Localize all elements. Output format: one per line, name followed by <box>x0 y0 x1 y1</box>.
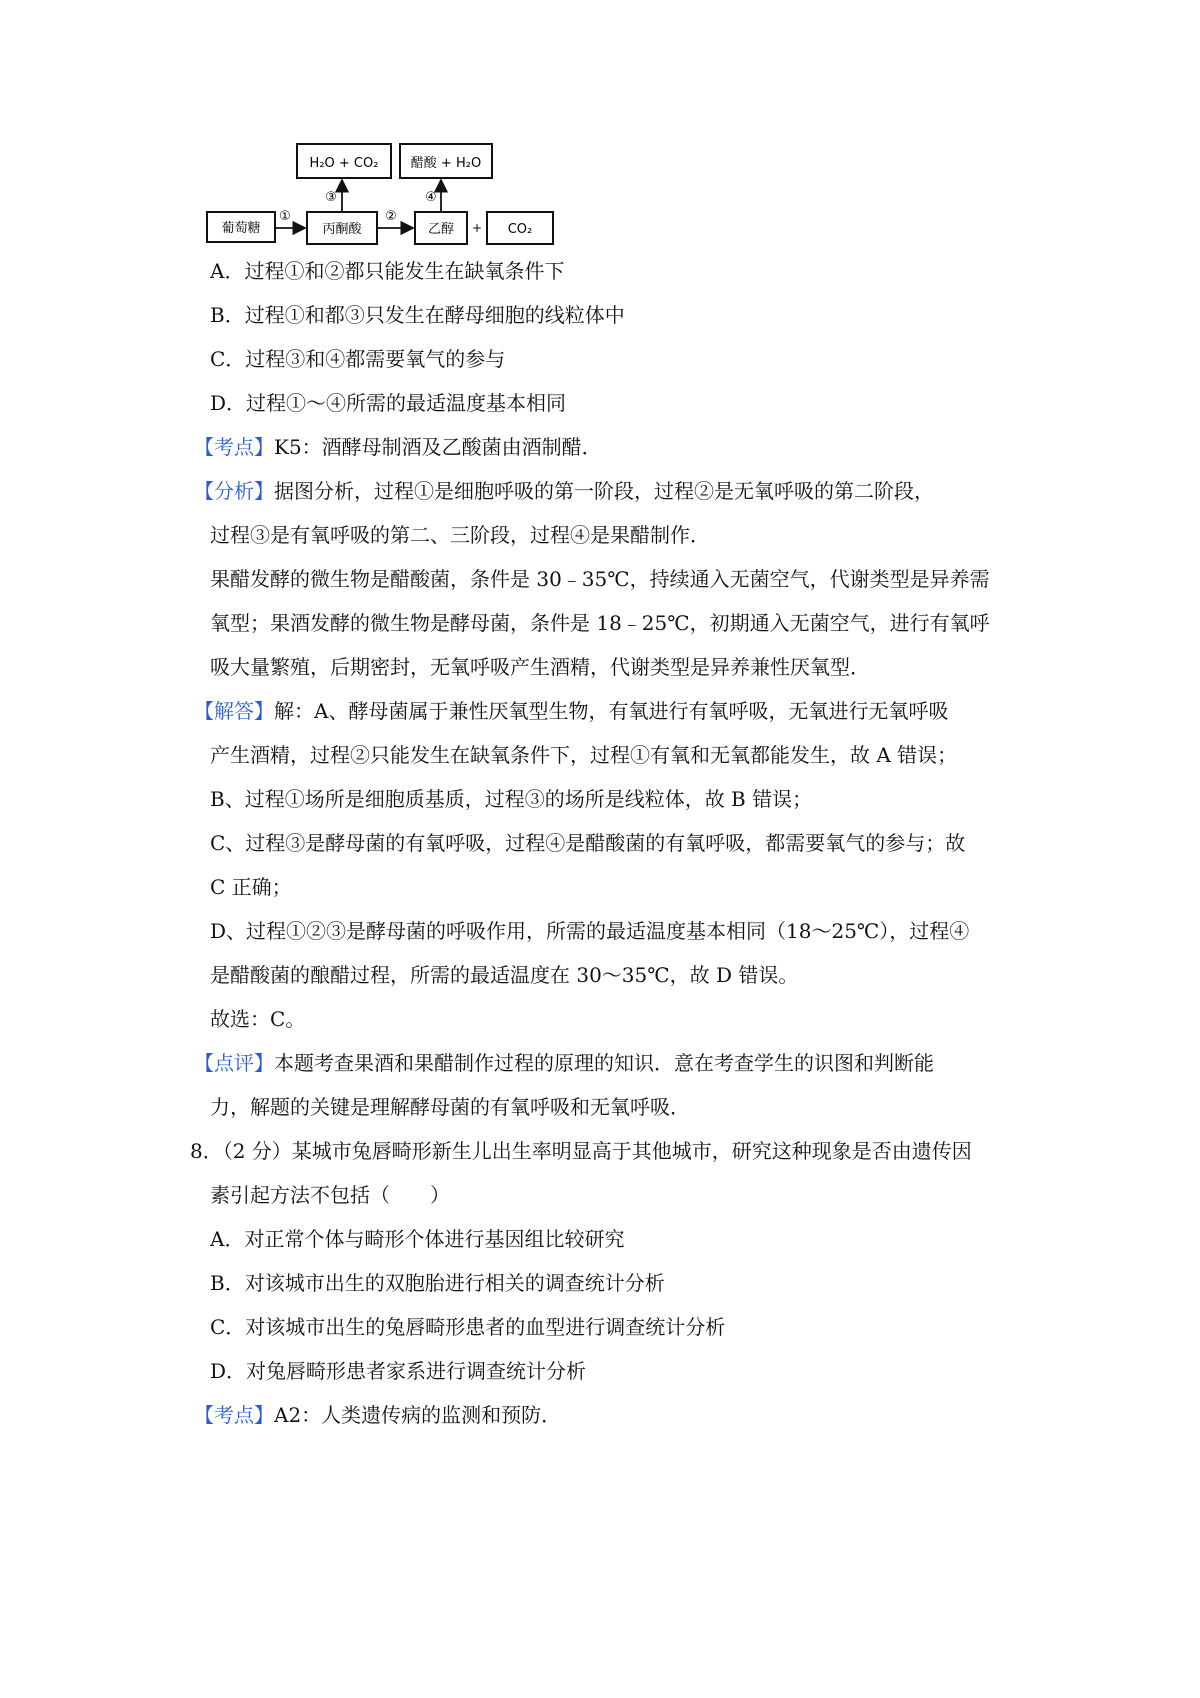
q7-option-d: D．过程①～④所需的最适温度基本相同 <box>210 391 567 415</box>
q7-fenxi-line-5: 吸大量繁殖，后期密封，无氧呼吸产生酒精，代谢类型是异养兼性厌氧型． <box>210 655 870 679</box>
q8-kaodian <box>194 1402 561 1428</box>
q7-option-c: C．过程③和④都需要氧气的参与 <box>210 347 506 371</box>
q7-dianping-line-2: 力，解题的关键是理解酵母菌的有氧呼吸和无氧呼吸． <box>210 1095 690 1119</box>
glucose-label: 葡萄糖 <box>221 221 261 236</box>
q7-jieda-line-7: 是醋酸菌的酿醋过程，所需的最适温度在 30～35℃，故 D 错误。 <box>210 963 799 987</box>
q7-option-b: B．过程①和都③只发生在酵母细胞的线粒体中 <box>210 303 625 327</box>
q8-kaodian-tag: 【考点】 <box>194 1403 274 1427</box>
q7-fenxi-line-2: 过程③是有氧呼吸的第二、三阶段，过程④是果醋制作． <box>210 523 710 547</box>
q7-fenxi-line-3: 果醋发酵的微生物是醋酸菌，条件是 30﹣35℃，持续通入无菌空气，代谢类型是异养需 <box>210 567 990 591</box>
kaodian-tag: 【考点】 <box>194 435 274 459</box>
q8-option-b: B．对该城市出生的双胞胎进行相关的调查统计分析 <box>210 1271 665 1295</box>
q7-dianping-line-1 <box>194 1050 934 1076</box>
co2-label: CO₂ <box>507 222 533 237</box>
q8-stem-line-2: 素引起方法不包括（ ） <box>210 1183 450 1207</box>
q8-stem-line-1: 8．（2 分）某城市兔唇畸形新生儿出生率明显高于其他城市，研究这种现象是否由遗传因 <box>190 1139 972 1163</box>
metabolic-pathway-diagram <box>205 140 585 270</box>
q8-option-c: C．对该城市出生的兔唇畸形患者的血型进行调查统计分析 <box>210 1315 726 1339</box>
q7-option-a: A．过程①和②都只能发生在缺氧条件下 <box>210 259 565 283</box>
step-1-label: ① <box>279 209 291 224</box>
acetic-acid-label: 醋酸 + H₂O <box>410 156 482 171</box>
jieda-tag: 【解答】 <box>194 699 274 723</box>
ethanol-label: 乙醇 <box>427 222 455 237</box>
q7-answer: 故选：C。 <box>210 1007 306 1031</box>
q7-jieda-line-6: D、过程①②③是酵母菌的呼吸作用，所需的最适温度基本相同（18～25℃），过程④ <box>210 919 970 943</box>
q7-fenxi-line-1 <box>194 478 934 504</box>
step-4-label: ④ <box>425 190 437 205</box>
q7-jieda-line-3: B、过程①场所是细胞质基质，过程③的场所是线粒体，故 B 错误； <box>210 787 813 811</box>
plus-sign: + <box>471 221 483 235</box>
q7-jieda-line-2: 产生酒精，过程②只能发生在缺氧条件下，过程①有氧和无氧都能发生，故 A 错误； <box>210 743 958 767</box>
step-3-label: ③ <box>325 190 337 205</box>
q8-option-d: D．对兔唇畸形患者家系进行调查统计分析 <box>210 1359 587 1383</box>
h2o-co2-label: H₂O + CO₂ <box>309 156 379 171</box>
q8-kaodian-text: A2：人类遗传病的监测和预防． <box>274 1403 562 1427</box>
q7-kaodian <box>194 434 602 460</box>
step-2-label: ② <box>385 209 397 224</box>
fenxi-text: 据图分析，过程①是细胞呼吸的第一阶段，过程②是无氧呼吸的第二阶段， <box>274 479 934 503</box>
dianping-text: 本题考查果酒和果醋制作过程的原理的知识．意在考查学生的识图和判断能 <box>274 1051 934 1075</box>
q7-fenxi-line-4: 氧型；果酒发酵的微生物是酵母菌，条件是 18﹣25℃，初期通入无菌空气，进行有氧呼 <box>210 611 990 635</box>
q7-jieda-line-4: C、过程③是酵母菌的有氧呼吸，过程④是醋酸菌的有氧呼吸，都需要氧气的参与；故 <box>210 831 966 855</box>
q7-jieda-line-5: C 正确； <box>210 875 292 899</box>
dianping-tag: 【点评】 <box>194 1051 274 1075</box>
pyruvate-label: 丙酮酸 <box>322 222 362 237</box>
jieda-text: 解：A、酵母菌属于兼性厌氧型生物，有氧进行有氧呼吸，无氧进行无氧呼吸 <box>274 699 949 723</box>
fenxi-tag: 【分析】 <box>194 479 274 503</box>
q8-option-a: A．对正常个体与畸形个体进行基因组比较研究 <box>210 1227 625 1251</box>
kaodian-text: K5：酒酵母制酒及乙酸菌由酒制醋． <box>274 435 602 459</box>
q7-jieda-line-1 <box>194 698 948 724</box>
